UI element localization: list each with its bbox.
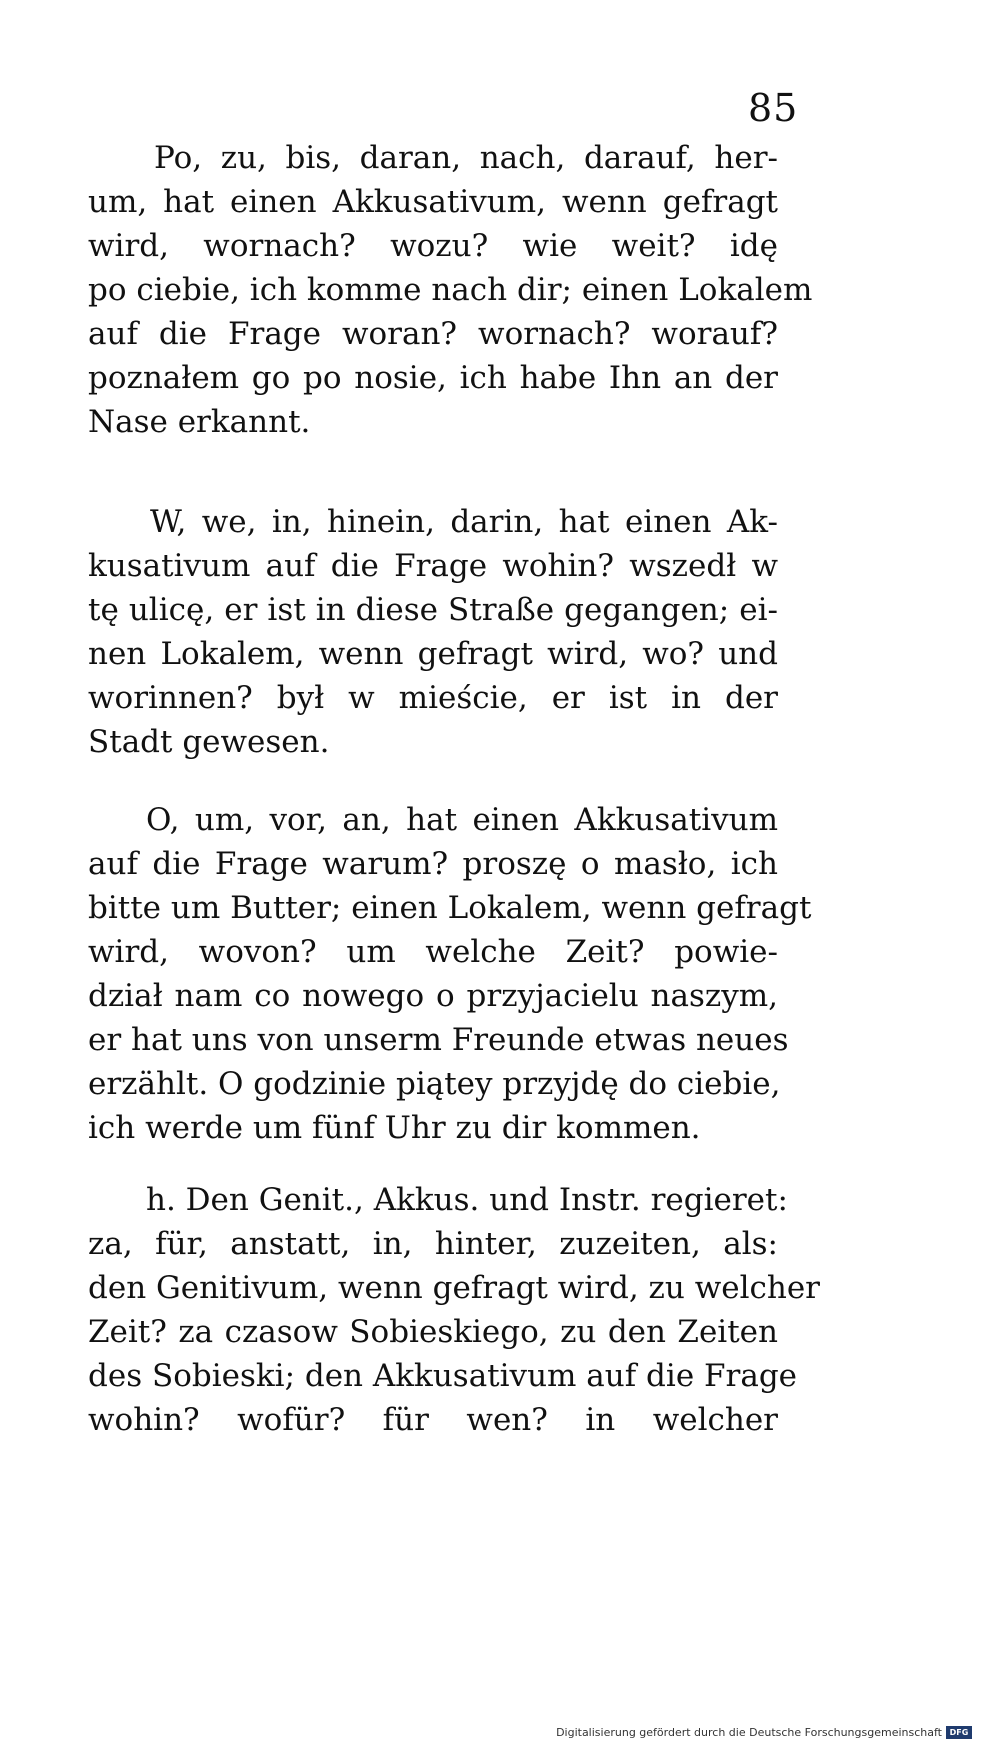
page-number: 85: [748, 86, 799, 130]
footer-text: Digitalisierung gefördert durch die Deutsche Forschungsgemeinschaft: [556, 1726, 942, 1739]
text-line: za, für, anstatt, in, hinter, zuzeiten, als:: [88, 1226, 778, 1262]
text-line: poznałem go po nosie, ich habe Ihn an der: [88, 360, 778, 396]
text-line: W, we, in, hinein, darin, hat einen Ak-: [150, 504, 778, 540]
text-line: wohin? wofür? für wen? in welcher: [88, 1402, 778, 1438]
text-line: erzählt. O godzinie piątey przyjdę do ciebie,: [88, 1066, 781, 1102]
text-line: O, um, vor, an, hat einen Akkusativum: [146, 802, 778, 838]
text-line: um, hat einen Akkusativum, wenn gefragt: [88, 184, 778, 220]
text-line: auf die Frage warum? proszę o masło, ich: [88, 846, 778, 882]
text-line: dział nam co nowego o przyjacielu naszym,: [88, 978, 778, 1014]
text-line: ich werde um fünf Uhr zu dir kommen.: [88, 1110, 701, 1146]
paragraph-3: [88, 798, 812, 1150]
text-line: h. Den Genit., Akkus. und Instr. regieret:: [146, 1182, 788, 1218]
text-line: worinnen? był w mieście, er ist in der: [88, 680, 778, 716]
text-line: tę ulicę, er ist in diese Straße gegangen; ei-: [88, 592, 778, 628]
text-line: po ciebie, ich komme nach dir; einen Lokalem: [88, 272, 813, 308]
text-line: bitte um Butter; einen Lokalem, wenn gefragt: [88, 890, 812, 926]
paragraph-1: [88, 136, 813, 444]
text-line: auf die Frage woran? wornach? worauf?: [88, 316, 778, 352]
footer-credit: [556, 1726, 972, 1739]
text-line: Stadt gewesen.: [88, 724, 330, 760]
text-line: Zeit? za czasow Sobieskiego, zu den Zeiten: [88, 1314, 778, 1350]
paragraph-2: [88, 500, 778, 764]
text-line: kusativum auf die Frage wohin? wszedł w: [88, 548, 778, 584]
text-line: Po, zu, bis, daran, nach, darauf, her-: [154, 140, 778, 176]
text-line: den Genitivum, wenn gefragt wird, zu welcher: [88, 1270, 820, 1306]
text-line: Nase erkannt.: [88, 404, 311, 440]
paragraph-4: [88, 1178, 820, 1442]
text-line: er hat uns von unserm Freunde etwas neues: [88, 1022, 789, 1058]
text-line: nen Lokalem, wenn gefragt wird, wo? und: [88, 636, 778, 672]
text-line: des Sobieski; den Akkusativum auf die Frage: [88, 1358, 798, 1394]
text-line: wird, wornach? wozu? wie weit? idę: [88, 228, 778, 264]
dfg-logo: DFG: [946, 1726, 972, 1739]
text-line: wird, wovon? um welche Zeit? powie-: [88, 934, 778, 970]
